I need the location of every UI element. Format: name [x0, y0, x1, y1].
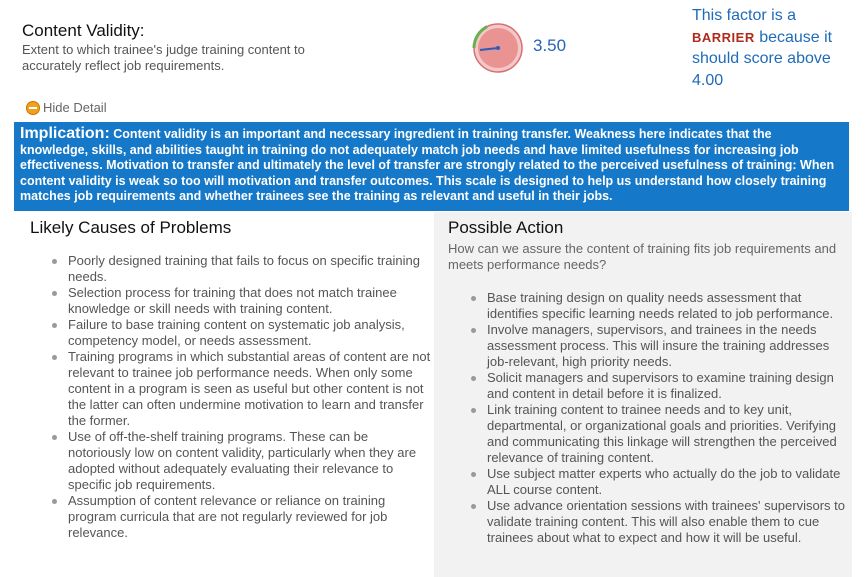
- list-item: Base training design on quality needs assessment that identifies specific learning needs related to job performance.: [434, 290, 852, 322]
- minus-circle-icon: [26, 101, 40, 115]
- implication-label: Implication:: [20, 125, 110, 142]
- implication-text: Content validity is an important and necessary ingredient in training transfer. Weakness here indicates that the knowledge, skills, and abilities taught in training do not adequately match job needs and have limited usefulness for increasing job effectiveness. Motivation to transfer and ultimately the level of transfer are strongly related to the perceived usefulness of training: When content validity is weak so too will motivation and transfer outcomes. This scale is designed to help us understand how closely training matches job requirements and whether trainees see the training as relevant and useful in their jobs.: [20, 127, 835, 204]
- list-item: Use advance orientation sessions with trainees' supervisors to validate training content. This will also enable them to cue trainees about what to expect and how it will be useful.: [434, 498, 852, 546]
- list-item: Involve managers, supervisors, and trainees in the needs assessment process. This will insure the training addresses job-relevant, high priority needs.: [434, 322, 852, 370]
- list-item: Failure to base training content on systematic job analysis, competency model, or needs assessment.: [22, 317, 433, 349]
- factor-title: Content Validity:: [22, 21, 145, 40]
- barrier-message: [692, 5, 862, 91]
- possible-action-list: [434, 290, 852, 546]
- list-item: Link training content to trainee needs and to key unit, departmental, or organizational goals and priorities. Verifying and communicating this linkage will strengthen the perceived relevance of training content.: [434, 402, 852, 466]
- likely-causes-heading: Likely Causes of Problems: [30, 218, 232, 237]
- likely-causes-panel: [22, 212, 434, 577]
- hide-detail-label: Hide Detail: [43, 100, 107, 115]
- barrier-prefix: This factor is a: [692, 7, 797, 24]
- score-gauge: [472, 22, 524, 74]
- list-item: Solicit managers and supervisors to examine training design and content in detail before it is finalized.: [434, 370, 852, 402]
- list-item: Use subject matter experts who actually do the job to validate ALL course content.: [434, 466, 852, 498]
- barrier-suffix: because it should score above 4.00: [692, 28, 833, 89]
- factor-description: Extent to which trainee's judge training content to accurately reflect job requirements.: [22, 42, 305, 73]
- list-item: Assumption of content relevance or reliance on training program curricula that are not regularly reviewed for job relevance.: [22, 493, 433, 541]
- hide-detail-toggle[interactable]: [26, 100, 107, 115]
- list-item: Poorly designed training that fails to focus on specific training needs.: [22, 253, 433, 285]
- possible-action-heading: Possible Action: [448, 218, 564, 237]
- list-item: Selection process for training that does not match trainee knowledge or skill needs with training content.: [22, 285, 433, 317]
- likely-causes-list: [22, 253, 434, 541]
- implication-panel: [14, 122, 849, 211]
- possible-action-question: How can we assure the content of training fits job requirements and meets performance needs?: [448, 241, 837, 272]
- barrier-keyword: BARRIER: [692, 29, 755, 45]
- list-item: Use of off-the-shelf training programs. These can be notoriously low on content validity, particularly when they are adopted without adequately evaluating their relevance to specific job requirements.: [22, 429, 433, 493]
- list-item: Training programs in which substantial areas of content are not relevant to trainee job performance needs. When only some content in a program is seen as useful but other content is not the latter can often undermine motivation to learn and transfer the former.: [22, 349, 433, 429]
- score-value: 3.50: [533, 36, 567, 55]
- possible-action-panel: [434, 212, 852, 577]
